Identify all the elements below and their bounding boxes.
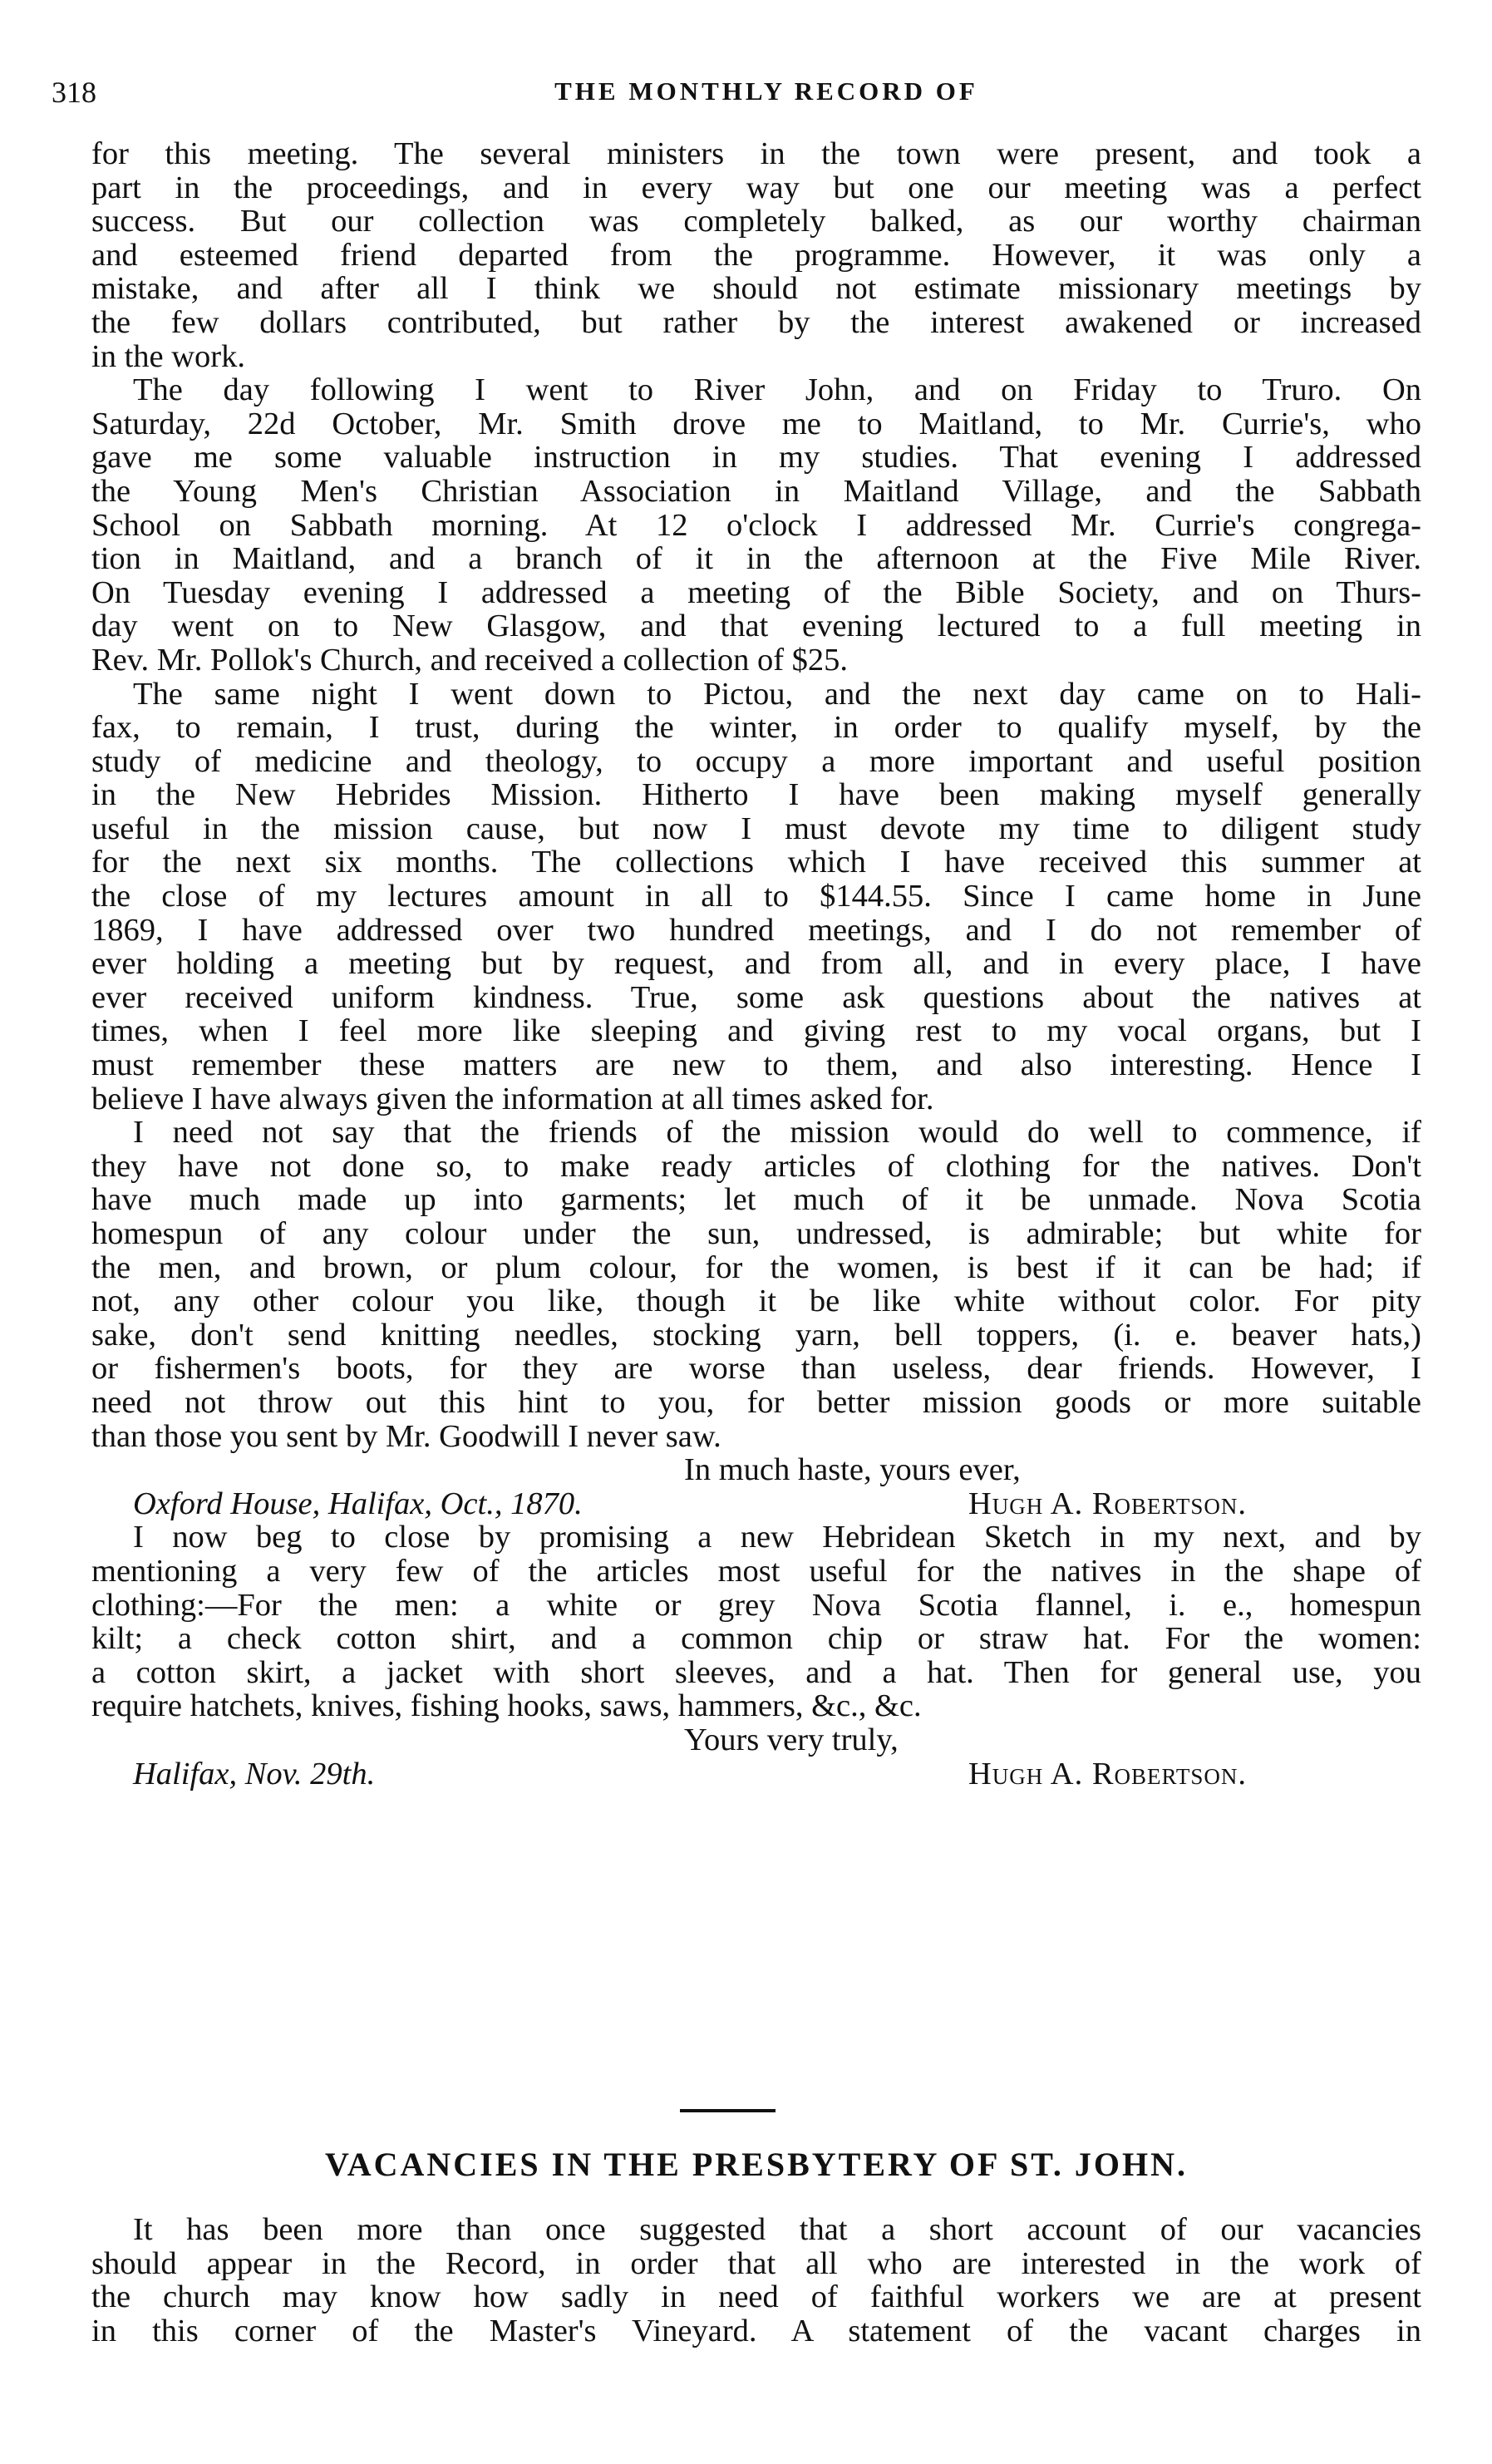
- text-line: Rev. Mr. Pollok's Church, and received a collection of $25.: [91, 642, 849, 678]
- page-header: [52, 75, 1448, 116]
- text-line: they have not done so, to make ready articles of clothing for the natives. Don't: [91, 1148, 1421, 1184]
- letter-1-signature: Hugh A. Robertson.: [968, 1486, 1248, 1521]
- page-number: 318: [52, 76, 96, 109]
- text-line: ever holding a meeting but by request, and from all, and in every place, I have: [91, 946, 1421, 982]
- letter-1-text: [91, 137, 1421, 1453]
- text-line: a cotton skirt, a jacket with short sleeves, and a hat. Then for general use, you: [91, 1654, 1421, 1690]
- text-line: sake, don't send knitting needles, stocking yarn, bell toppers, (i. e. beaver hats,): [91, 1317, 1421, 1353]
- text-line: On Tuesday evening I addressed a meeting of the Bible Society, and on Thurs-: [91, 574, 1421, 610]
- text-line: in this corner of the Master's Vineyard. A statement of the vacant charges in: [91, 2313, 1421, 2348]
- text-line: I need not say that the friends of the mission would do well to commence, if: [133, 1115, 1421, 1151]
- text-line: gave me some valuable instruction in my studies. That evening I addressed: [91, 440, 1421, 476]
- text-line: and esteemed friend departed from the programme. However, it was only a: [91, 237, 1421, 273]
- letter-2-valediction-line: [91, 1723, 1421, 1757]
- letter-body: [91, 137, 1421, 1791]
- text-line: fax, to remain, I trust, during the winter, in order to qualify myself, by the: [91, 710, 1421, 746]
- section-text: [91, 2213, 1421, 2348]
- text-line: for the next six months. The collections which I have received this summer at: [91, 845, 1421, 880]
- text-line: have much made up into garments; let much of it be unmade. Nova Scotia: [91, 1182, 1421, 1218]
- text-line: day went on to New Glasgow, and that evening lectured to a full meeting in: [91, 609, 1421, 644]
- letter-2-valediction: Yours very truly,: [684, 1722, 899, 1757]
- text-line: study of medicine and theology, to occupy a more important and useful position: [91, 743, 1421, 779]
- letter-2-signoff-line: [91, 1757, 1421, 1791]
- text-line: School on Sabbath morning. At 12 o'clock I addressed Mr. Currie's congrega-: [91, 507, 1421, 543]
- text-line: in the New Hebrides Mission. Hitherto I have been making myself generally: [91, 777, 1421, 813]
- text-line: than those you sent by Mr. Goodwill I never saw.: [91, 1418, 721, 1454]
- letter-1-signoff-line: [91, 1487, 1421, 1521]
- text-line: need not throw out this hint to you, for better mission goods or more suitable: [91, 1384, 1421, 1420]
- text-line: I now beg to close by promising a new Hebridean Sketch in my next, and by: [133, 1520, 1421, 1555]
- text-line: should appear in the Record, in order that all who are interested in the work of: [91, 2245, 1421, 2281]
- text-line: the Young Men's Christian Association in Maitland Village, and the Sabbath: [91, 473, 1421, 509]
- text-line: kilt; a check cotton shirt, and a common chip or straw hat. For the women:: [91, 1621, 1421, 1657]
- text-line: for this meeting. The several ministers in the town were present, and took a: [91, 136, 1421, 171]
- text-line: 1869, I have addressed over two hundred meetings, and I do not remember of: [91, 912, 1421, 948]
- text-line: clothing:—For the men: a white or grey Nova Scotia flannel, i. e., homespun: [91, 1587, 1421, 1623]
- text-line: must remember these matters are new to them, and also interesting. Hence I: [91, 1047, 1421, 1083]
- text-line: require hatchets, knives, fishing hooks, saws, hammers, &c., &c.: [91, 1688, 922, 1724]
- text-line: in the work.: [91, 338, 245, 374]
- text-line: success. But our collection was completely balked, as our worthy chairman: [91, 204, 1421, 239]
- text-line: The day following I went to River John, and on Friday to Truro. On: [133, 372, 1421, 408]
- text-line: ever received uniform kindness. True, some ask questions about the natives at: [91, 979, 1421, 1015]
- text-line: useful in the mission cause, but now I must devote my time to diligent study: [91, 811, 1421, 846]
- text-line: the few dollars contributed, but rather by the interest awakened or increased: [91, 304, 1421, 340]
- text-line: It has been more than once suggested that a short account of our vacancies: [133, 2212, 1421, 2247]
- text-line: Saturday, 22d October, Mr. Smith drove me to Maitland, to Mr. Currie's, who: [91, 406, 1421, 441]
- letter-2-text: [91, 1520, 1421, 1723]
- letter-1-valediction-line: [91, 1453, 1421, 1487]
- text-line: mentioning a very few of the articles most useful for the natives in the shape of: [91, 1553, 1421, 1589]
- text-line: the close of my lectures amount in all to $144.55. Since I came home in June: [91, 879, 1421, 914]
- text-line: believe I have always given the information at all times asked for.: [91, 1081, 934, 1116]
- section-title: VACANCIES IN THE PRESBYTERY OF ST. JOHN.: [324, 2146, 1189, 2183]
- running-head: THE MONTHLY RECORD OF: [554, 76, 978, 106]
- text-line: part in the proceedings, and in every way but one our meeting was a perfect: [91, 170, 1421, 205]
- letter-2-signature: Hugh A. Robertson.: [968, 1756, 1248, 1791]
- text-line: homespun of any colour under the sun, undressed, is admirable; but white for: [91, 1216, 1421, 1251]
- letter-1-place-date: Oxford House, Halifax, Oct., 1870.: [133, 1486, 583, 1521]
- text-line: the men, and brown, or plum colour, for the women, is best if it can be had; if: [91, 1249, 1421, 1285]
- letter-2-place-date: Halifax, Nov. 29th.: [133, 1756, 376, 1791]
- section-divider: [680, 2109, 776, 2112]
- text-line: times, when I feel more like sleeping and giving rest to my vocal organs, but I: [91, 1013, 1421, 1049]
- text-line: or fishermen's boots, for they are worse than useless, dear friends. However, I: [91, 1351, 1421, 1387]
- text-line: The same night I went down to Pictou, and the next day came on to Hali-: [133, 676, 1421, 712]
- letter-1-valediction: In much haste, yours ever,: [684, 1452, 1021, 1488]
- text-line: tion in Maitland, and a branch of it in the afternoon at the Five Mile River.: [91, 541, 1421, 577]
- text-line: mistake, and after all I think we should not estimate missionary meetings by: [91, 271, 1421, 307]
- text-line: the church may know how sadly in need of faithful workers we are at present: [91, 2279, 1421, 2315]
- text-line: not, any other colour you like, though it be like white without color. For pity: [91, 1284, 1421, 1319]
